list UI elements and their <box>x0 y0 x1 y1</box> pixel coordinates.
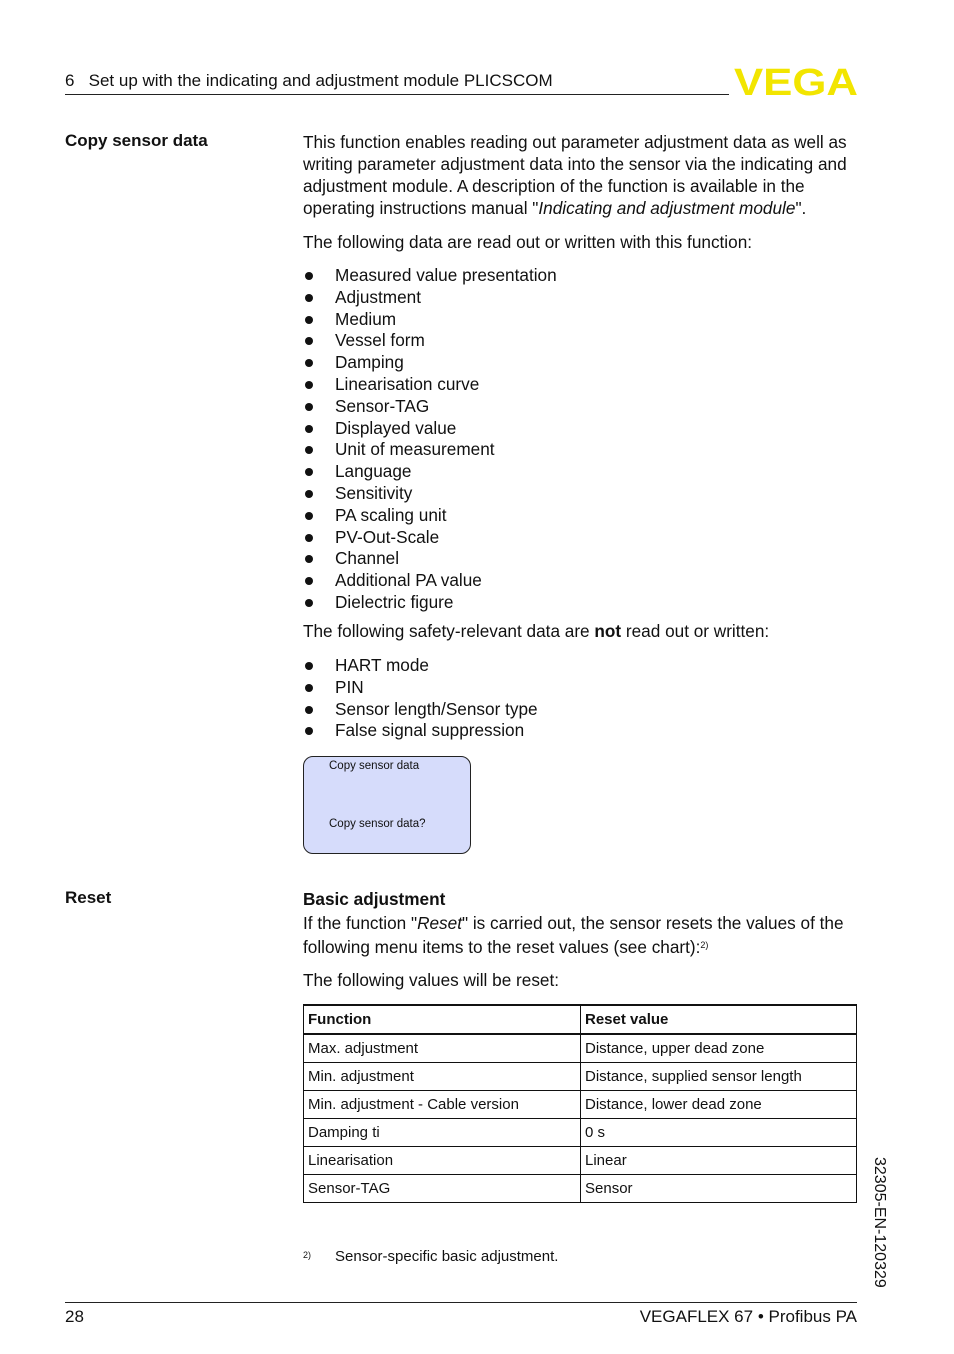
list-item <box>303 527 859 549</box>
bullet-icon <box>305 706 313 714</box>
bullet-icon <box>305 490 313 498</box>
reset-label: Reset <box>65 888 112 907</box>
bullet-icon <box>305 403 313 411</box>
table-row <box>304 1063 857 1091</box>
list-item-label: Linearisation curve <box>335 373 480 394</box>
read-written-intro: The following data are read out or written with this function: <box>303 232 753 252</box>
not-intro-text-end: read out or written: <box>621 621 770 641</box>
list-item-label: HART mode <box>335 655 429 675</box>
bullet-icon <box>305 468 313 476</box>
bullet-icon <box>305 359 313 367</box>
bullet-icon <box>305 294 313 302</box>
list-item <box>303 287 859 309</box>
list-item-label: Additional PA value <box>335 570 482 591</box>
copy-intro-paragraph <box>303 131 859 219</box>
footnote-mark: 2) <box>303 1250 312 1260</box>
section-title: Set up with the indicating and adjustment module PLICSCOM <box>88 71 553 90</box>
bullet-icon <box>305 512 313 520</box>
list-item-label: False signal suppression <box>335 720 525 741</box>
function-cell: Damping ti <box>304 1119 581 1147</box>
reset-value-cell: Distance, supplied sensor length <box>581 1063 857 1091</box>
function-cell: Min. adjustment - Cable version <box>304 1091 581 1119</box>
vega-logo <box>734 64 858 98</box>
manual-title: Indicating and adjustment module <box>538 198 796 218</box>
list-item <box>303 418 859 440</box>
document-id: 32305-EN-120329 <box>871 1157 888 1288</box>
footer-divider <box>65 1302 857 1303</box>
list-item-label: Vessel form <box>335 330 425 351</box>
not-copied-data-list <box>303 655 859 742</box>
not-emphasis: not <box>594 621 622 641</box>
footnote-reference: 2) <box>700 940 709 950</box>
reset-function-name: Reset <box>417 913 462 933</box>
list-item-label: Sensitivity <box>335 482 413 503</box>
table-header-row <box>304 1005 857 1034</box>
list-item-label: Channel <box>335 548 400 569</box>
list-item-label: Sensor-TAG <box>335 395 430 416</box>
list-item-label: Adjustment <box>335 286 421 307</box>
display-title: Copy sensor data <box>329 760 420 772</box>
bullet-icon <box>305 272 313 280</box>
reset-description <box>303 912 859 958</box>
bullet-icon <box>305 684 313 692</box>
reset-value-cell: Distance, lower dead zone <box>581 1091 857 1119</box>
table-row <box>304 1034 857 1063</box>
running-header <box>65 71 553 91</box>
bullet-icon <box>305 727 313 735</box>
list-item <box>303 330 859 352</box>
footnote-text: Sensor-specific basic adjustment. <box>335 1248 559 1265</box>
not-copied-intro <box>303 620 859 642</box>
header-divider <box>65 94 729 95</box>
reset-text-end: " is carried out, the sensor resets the values of the following menu items to the reset values (see chart): <box>303 913 844 957</box>
list-item-label: Displayed value <box>335 417 457 438</box>
bullet-icon <box>305 555 313 563</box>
list-item-label: Damping <box>335 352 404 373</box>
list-item <box>303 570 859 592</box>
function-cell: Linearisation <box>304 1147 581 1175</box>
function-cell: Sensor-TAG <box>304 1175 581 1203</box>
list-item <box>303 396 859 418</box>
list-item <box>303 374 859 396</box>
list-item <box>303 483 859 505</box>
list-item <box>303 677 859 699</box>
intro-text: This function enables reading out parameter adjustment data as well as writing parameter adjustment data into the sensor via the indicating and adjustment module. A description of the function is available in the operating instructions manual " <box>303 132 847 218</box>
list-item-label: Measured value presentation <box>335 265 557 285</box>
list-item <box>303 505 859 527</box>
list-item <box>303 265 859 287</box>
list-item <box>303 309 859 331</box>
list-item <box>303 699 859 721</box>
list-item-label: PV-Out-Scale <box>335 526 440 547</box>
bullet-icon <box>305 534 313 542</box>
bullet-icon <box>305 599 313 607</box>
list-item <box>303 352 859 374</box>
product-name: VEGAFLEX 67 • Profibus PA <box>639 1307 857 1326</box>
bullet-icon <box>305 316 313 324</box>
function-cell: Max. adjustment <box>304 1034 581 1063</box>
bullet-icon <box>305 381 313 389</box>
header-reset-value: Reset value <box>581 1005 857 1034</box>
list-item-label: Unit of measurement <box>335 439 495 460</box>
list-item <box>303 439 859 461</box>
function-cell: Min. adjustment <box>304 1063 581 1091</box>
reset-value-cell: Sensor <box>581 1175 857 1203</box>
bullet-icon <box>305 446 313 454</box>
basic-adjustment-heading: Basic adjustment <box>303 889 446 909</box>
list-item-label: PA scaling unit <box>335 504 447 525</box>
plicscom-display <box>303 756 471 854</box>
display-prompt: Copy sensor data? <box>329 818 426 830</box>
copy-sensor-data-label: Copy sensor data <box>65 131 208 150</box>
list-item-label: Language <box>335 461 412 482</box>
reset-value-cell: Linear <box>581 1147 857 1175</box>
svg-text:VEGA: VEGA <box>734 64 858 98</box>
table-row <box>304 1147 857 1175</box>
reset-values-table <box>303 1004 857 1203</box>
list-item-label: Sensor length/Sensor type <box>335 698 538 719</box>
intro-text-end: ". <box>795 198 807 218</box>
reset-values-intro: The following values will be reset: <box>303 970 560 990</box>
reset-text: If the function " <box>303 913 418 933</box>
header-function: Function <box>304 1005 581 1034</box>
reset-value-cell: 0 s <box>581 1119 857 1147</box>
reset-value-cell: Distance, upper dead zone <box>581 1034 857 1063</box>
not-intro-text: The following safety-relevant data are <box>303 621 595 641</box>
table-row <box>304 1119 857 1147</box>
bullet-icon <box>305 337 313 345</box>
list-item-label: Dielectric figure <box>335 591 454 612</box>
list-item <box>303 461 859 483</box>
bullet-icon <box>305 662 313 670</box>
list-item-label: PIN <box>335 676 364 697</box>
bullet-icon <box>305 577 313 585</box>
list-item <box>303 592 859 614</box>
list-item <box>303 655 859 677</box>
table-row <box>304 1091 857 1119</box>
table-row <box>304 1175 857 1203</box>
list-item <box>303 548 859 570</box>
list-item-label: Medium <box>335 308 397 329</box>
list-item <box>303 720 859 742</box>
copied-data-list <box>303 265 859 614</box>
page-number: 28 <box>65 1307 84 1326</box>
section-number: 6 <box>65 71 75 90</box>
bullet-icon <box>305 425 313 433</box>
